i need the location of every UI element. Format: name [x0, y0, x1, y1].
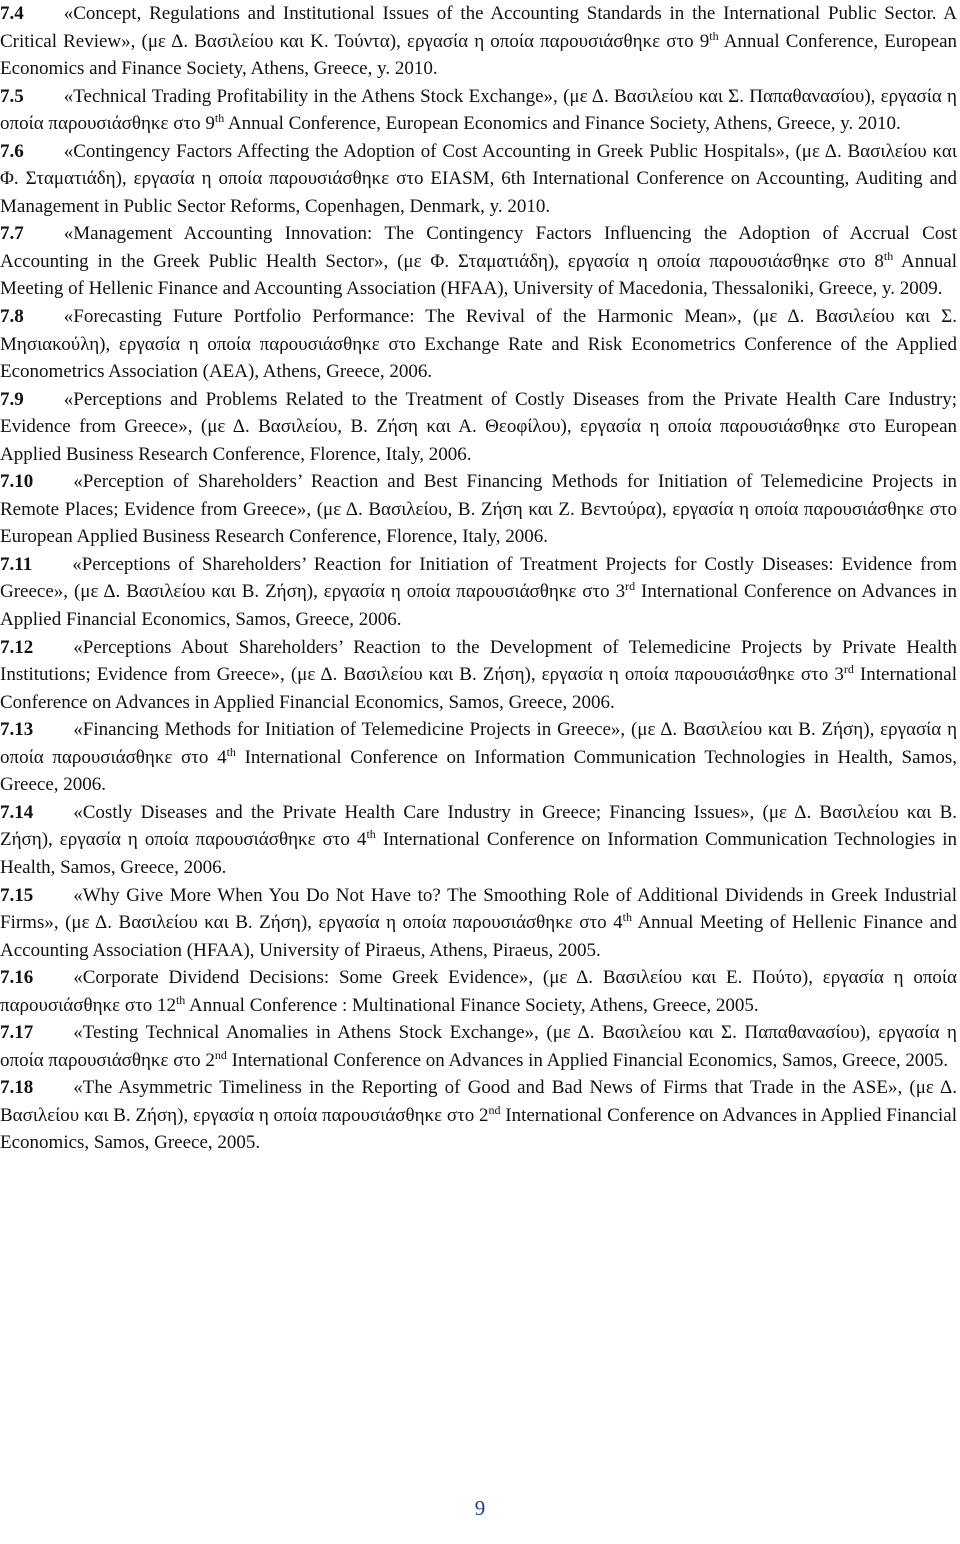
ordinal-suffix: th — [883, 248, 894, 263]
entry-text: Annual Conference, European Economics and Finance Society, Athens, Greece, y. 2010. — [224, 113, 901, 135]
publication-entry — [0, 303, 957, 386]
entry-text: «Testing Technical Anomalies in Athens Stock Exchange», (με Δ. Βασιλείου και Σ. Παπαθανασίου), εργασία η οποία παρουσιάσθηκε στο 2 — [0, 1022, 957, 1071]
entry-number: 7.10 — [0, 471, 34, 493]
entry-text: «Financing Methods for Initiation of Telemedicine Projects in Greece», (με Δ. Βασιλείου και Β. Ζήση), εργασία η οποία παρουσιάσθηκε στο 4 — [0, 719, 957, 768]
entry-number: 7.4 — [0, 3, 24, 24]
entry-text: «Perceptions of Shareholders’ Reaction for Initiation of Treatment Projects for Costly Diseases: Evidence from Greece», (με Δ. Βασιλείου και Β. Ζήση), εργασία η οποία παρουσιάσθηκε στο 3 — [0, 553, 957, 603]
entry-text: Annual Conference : Multinational Finance Society, Athens, Greece, 2005. — [185, 994, 759, 1016]
entry-text: «Technical Trading Profitability in the Athens Stock Exchange», (με Δ. Βασιλείου και Σ. Παπαθανασίου), εργασία η οποία παρουσιάσθηκε στο 9 — [0, 85, 957, 135]
publication-entry — [0, 964, 957, 1019]
publication-entry — [0, 1019, 957, 1074]
publication-entry — [0, 138, 957, 221]
ordinal-suffix: th — [214, 111, 225, 126]
entry-number: 7.16 — [0, 967, 34, 989]
entry-number: 7.9 — [0, 388, 24, 410]
entry-text: «Perceptions About Shareholders’ Reaction to the Development of Telemedicine Projects by Private Health Institutions; Evidence from Greece», (με Δ. Βασιλείου και Β. Ζήση), εργασία η οποία παρουσιάσθηκε στο 3 — [0, 636, 957, 686]
publication-entry — [0, 0, 957, 83]
ordinal-suffix: th — [175, 992, 186, 1007]
publication-entry — [0, 468, 957, 551]
entry-number: 7.11 — [0, 553, 33, 575]
entry-text: International Conference on Advances in Applied Financial Economics, Samos, Greece, 2006. — [0, 581, 957, 631]
entry-number: 7.6 — [0, 140, 24, 162]
entry-text: «Concept, Regulations and Institutional Issues of the Accounting Standards in the International Public Sector. A Critical Review», (με Δ. Βασιλείου και Κ. Τούντα), εργασία η οποία παρουσιάσθηκε στο 9 — [0, 3, 957, 52]
entry-text: «Perception of Shareholders’ Reaction and Best Financing Methods for Initiation of Telemedicine Projects in Remote Places; Evidence from Greece», (με Δ. Βασιλείου, Β. Ζήση και Ζ. Βεντούρα), εργασία η οποία παρουσιάσθηκε στο European Applied Business Research Conference, Florence, Italy, 2006. — [0, 471, 957, 548]
publication-entry — [0, 882, 957, 965]
entry-text: International Conference on Information Communication Technologies in Health, Samos, Greece, 2006. — [0, 829, 958, 878]
entry-text: «Corporate Dividend Decisions: Some Greek Evidence», (με Δ. Βασιλείου και Ε. Πούτο), εργασία η οποία παρουσιάσθηκε στο 12 — [0, 967, 957, 1016]
publication-entry — [0, 799, 957, 882]
entry-number: 7.14 — [0, 801, 34, 823]
entry-text: «Why Give More When You Do Not Have to? The Smoothing Role of Additional Dividends in Greek Industrial Firms», (με Δ. Βασιλείου και Β. Ζήση), εργασία η οποία παρουσιάσθηκε στο 4 — [0, 884, 957, 934]
ordinal-suffix: th — [622, 910, 632, 925]
ordinal-suffix: th — [366, 827, 376, 842]
publication-entry — [0, 1074, 957, 1157]
entry-number: 7.5 — [0, 85, 24, 107]
entry-text: Annual Conference, European Economics and Finance Society, Athens, Greece, y. 2010. — [0, 30, 958, 80]
page-number: 9 — [474, 1496, 486, 1520]
entry-text: International Conference on Advances in Applied Financial Economics, Samos, Greece, 2006. — [0, 664, 957, 713]
entry-text: «Perceptions and Problems Related to the Treatment of Costly Diseases from the Private Health Care Industry; Evidence from Greece», (με Δ. Βασιλείου, Β. Ζήση και Α. Θεοφίλου), εργασία η οποία παρουσιάσθηκε στο European Applied Business Research Conference, Florence, Italy, 2006. — [0, 388, 957, 465]
entry-number: 7.15 — [0, 884, 34, 906]
entry-text: International Conference on Advances in Applied Financial Economics, Samos, Greece, 2005. — [226, 1049, 949, 1071]
ordinal-suffix: th — [226, 744, 236, 759]
entry-number: 7.7 — [0, 223, 24, 245]
entry-text: International Conference on Information Communication Technologies in Health, Samos, Greece, 2006. — [0, 746, 957, 796]
publication-entry — [0, 83, 957, 138]
publication-entry — [0, 220, 957, 303]
entry-text: International Conference on Advances in Applied Financial Economics, Samos, Greece, 2005. — [0, 1104, 958, 1154]
entry-text: «The Asymmetric Timeliness in the Reporting of Good and Bad News of Firms that Trade in the ASE», (με Δ. Βασιλείου και Β. Ζήση), εργασία η οποία παρουσιάσθηκε στο 2 — [0, 1077, 957, 1126]
entry-text: «Costly Diseases and the Private Health Care Industry in Greece; Financing Issues», (με Δ. Βασιλείου και Β. Ζήση), εργασία η οποία παρουσιάσθηκε στο 4 — [0, 801, 957, 851]
entry-number: 7.13 — [0, 719, 34, 741]
entry-number: 7.17 — [0, 1022, 34, 1044]
ordinal-suffix: rd — [843, 662, 854, 677]
publication-entry — [0, 551, 957, 634]
ordinal-suffix: th — [709, 28, 719, 43]
entry-number: 7.8 — [0, 306, 24, 328]
entry-number: 7.12 — [0, 636, 34, 658]
entry-text: Annual Meeting of Hellenic Finance and Accounting Association (HFAA), University of Piraeus, Athens, Piraeus, 2005. — [0, 912, 958, 961]
publication-entry — [0, 634, 957, 717]
entry-text: «Contingency Factors Affecting the Adoption of Cost Accounting in Greek Public Hospitals», (με Δ. Βασιλείου και Φ. Σταματιάδη), εργασία η οποία παρουσιάσθηκε στο EIASM, 6th International Conference on Accounting, Auditing and Management in Public Sector Reforms, Copenhagen, Denmark, y. 2010. — [0, 140, 957, 217]
entry-number: 7.18 — [0, 1077, 34, 1099]
entry-text: «Management Accounting Innovation: The Contingency Factors Influencing the Adoption of Accrual Cost Accounting in the Greek Public Health Sector», (με Φ. Σταματιάδη), εργασία η οποία παρουσιάσθηκε στο 8 — [0, 223, 957, 272]
ordinal-suffix: rd — [625, 579, 636, 594]
publication-entry — [0, 716, 957, 799]
ordinal-suffix: nd — [488, 1102, 501, 1117]
ordinal-suffix: nd — [214, 1047, 227, 1062]
publication-entry — [0, 386, 957, 469]
entry-text: «Forecasting Future Portfolio Performance: The Revival of the Harmonic Mean», (με Δ. Βασιλείου και Σ. Μησιακούλη), εργασία η οποία παρουσιάσθηκε στο Exchange Rate and Risk Econometrics Conference of the Applied Econometrics Association (AEA), Athens, Greece, 2006. — [0, 306, 957, 383]
entry-text: Annual Meeting of Hellenic Finance and Accounting Association (HFAA), University of Macedonia, Thessaloniki, Greece, y. 2009. — [0, 250, 957, 300]
